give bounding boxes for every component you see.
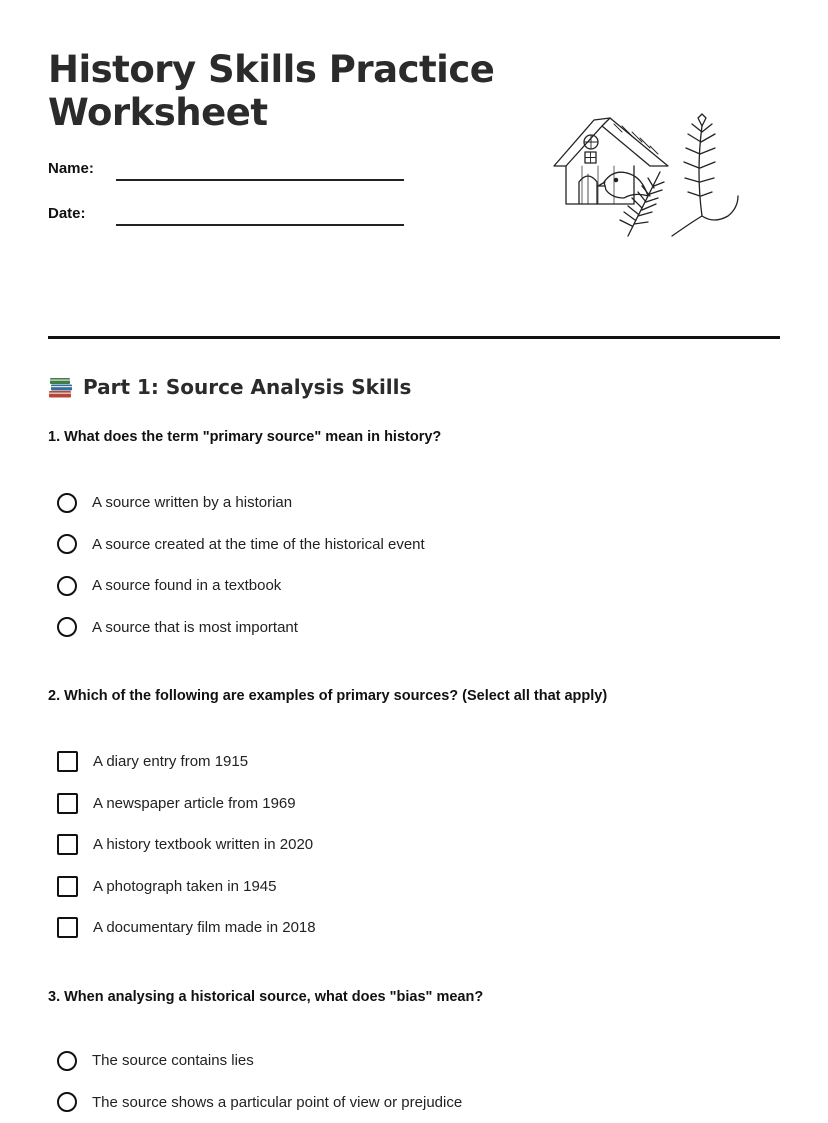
q1-option-4[interactable]: [57, 607, 425, 649]
cottage-with-bird-and-plants-icon: [552, 112, 742, 238]
option-label: A source that is most important: [92, 619, 298, 636]
radio-button[interactable]: [57, 617, 77, 637]
q2-option-3[interactable]: [57, 824, 316, 866]
radio-button[interactable]: [57, 534, 77, 554]
question-2: 2. Which of the following are examples of primary sources? (Select all that apply): [48, 688, 607, 704]
date-label: Date:: [48, 205, 86, 222]
section-divider: [48, 336, 780, 339]
option-label: A source written by a historian: [92, 494, 292, 511]
q1-option-2[interactable]: [57, 524, 425, 566]
q2-option-5[interactable]: [57, 907, 316, 949]
option-label: A diary entry from 1915: [93, 753, 248, 770]
option-label: The source contains lies: [92, 1052, 254, 1069]
checkbox[interactable]: [57, 793, 78, 814]
radio-button[interactable]: [57, 576, 77, 596]
radio-button[interactable]: [57, 1051, 77, 1071]
option-label: A documentary film made in 2018: [93, 919, 316, 936]
checkbox[interactable]: [57, 834, 78, 855]
checkbox[interactable]: [57, 751, 78, 772]
q3-option-2[interactable]: [57, 1082, 462, 1123]
option-label: The source shows a particular point of view or prejudice: [92, 1094, 462, 1111]
section-title-text: Part 1: Source Analysis Skills: [83, 375, 411, 399]
option-label: A history textbook written in 2020: [93, 836, 313, 853]
option-label: A source created at the time of the historical event: [92, 536, 425, 553]
checkbox[interactable]: [57, 876, 78, 897]
option-label: A newspaper article from 1969: [93, 795, 296, 812]
q2-option-1[interactable]: [57, 741, 316, 783]
q1-option-3[interactable]: [57, 565, 425, 607]
checkbox[interactable]: [57, 917, 78, 938]
radio-button[interactable]: [57, 1092, 77, 1112]
date-input-line[interactable]: [116, 224, 404, 226]
q3-option-1[interactable]: [57, 1040, 462, 1082]
worksheet-title: History Skills Practice Worksheet: [48, 48, 518, 134]
option-label: A source found in a textbook: [92, 577, 281, 594]
question-3: 3. When analysing a historical source, what does "bias" mean?: [48, 989, 483, 1005]
option-label: A photograph taken in 1945: [93, 878, 277, 895]
question-2-options: [57, 741, 316, 949]
q1-option-1[interactable]: [57, 482, 425, 524]
q2-option-4[interactable]: [57, 866, 316, 908]
q2-option-2[interactable]: [57, 783, 316, 825]
name-label: Name:: [48, 160, 94, 177]
question-1-options: [57, 482, 425, 648]
section-title: [48, 374, 411, 400]
name-input-line[interactable]: [116, 179, 404, 181]
books-icon: [48, 374, 74, 400]
question-3-options: [57, 1040, 462, 1123]
question-1: 1. What does the term "primary source" mean in history?: [48, 429, 441, 445]
radio-button[interactable]: [57, 493, 77, 513]
